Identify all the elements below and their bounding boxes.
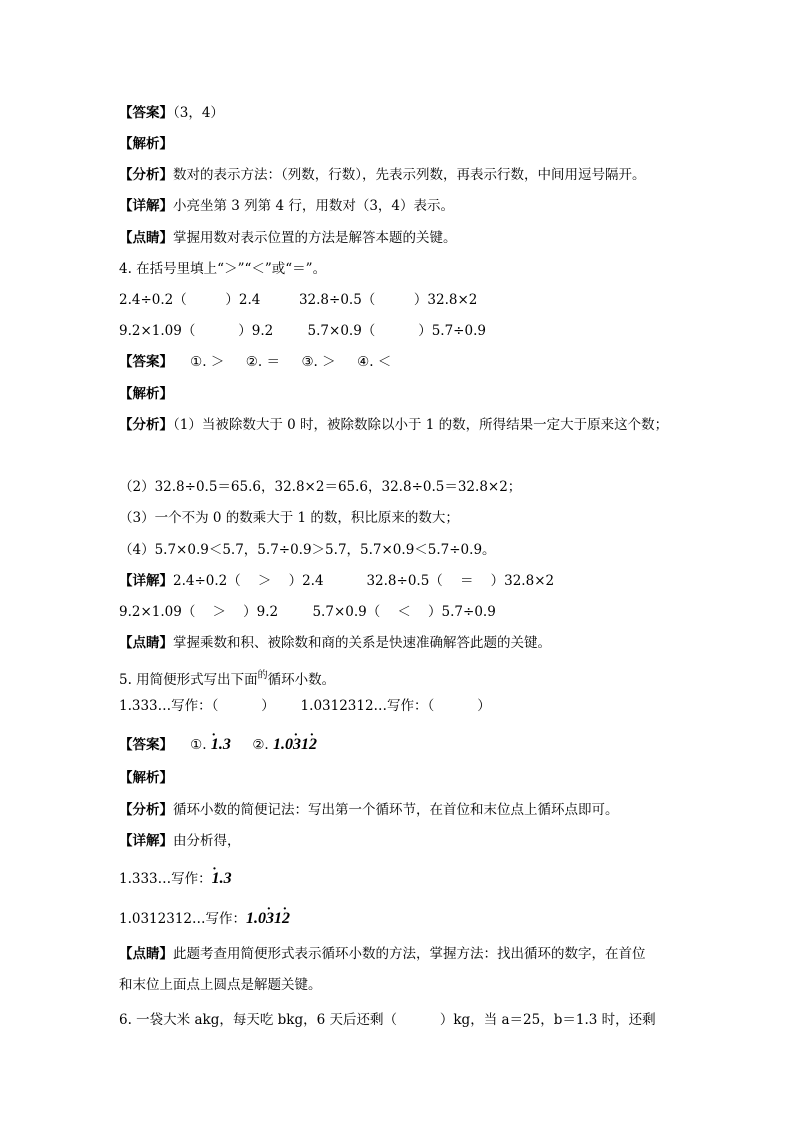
q3-dianjing xyxy=(119,229,457,247)
dianjing-tag: 【点睛】 xyxy=(119,230,173,246)
q4-xiangjie-1 xyxy=(119,572,554,590)
xiangjie-text: 由分析得， xyxy=(173,833,241,849)
q5-fenxi xyxy=(119,801,619,819)
stem-part-b: 循环小数。 xyxy=(267,672,336,688)
repeating-decimal-2 xyxy=(273,736,317,753)
fenxi-text: （1）当被除数大于 0 时，被除数除以小于 1 的数，所得结果一定大于原来这个数； xyxy=(173,417,669,433)
fenxi-tag: 【分析】 xyxy=(119,802,173,818)
q3-analysis-tag: 【解析】 xyxy=(119,136,173,152)
xiangjie-text: 小亮坐第 3 列第 4 行，用数对（3，4）表示。 xyxy=(173,198,455,214)
dec2-dot-digit-1: 3 · xyxy=(266,910,274,927)
fenxi-text: 循环小数的简便记法：写出第一个循环节，在首位和末位点上循环点即可。 xyxy=(173,802,619,818)
q4-stem: 4. 在括号里填上“＞”“＜”或“＝”。 xyxy=(119,261,327,277)
dianjing-text: 掌握用数对表示位置的方法是解答本题的关键。 xyxy=(173,230,457,246)
q4-fenxi-4: （4）5.7×0.9＜5.7，5.7÷0.9＞5.7，5.7×0.9＜5.7÷0.9。 xyxy=(119,542,496,558)
q4-xiangjie-2: 9.2×1.09（ ＞ ）9.2 5.7×0.9（ ＜ ）5.7÷0.9 xyxy=(119,604,496,620)
fenxi-text: 数对的表示方法：（列数，行数），先表示列数，再表示行数，中间用逗号隔开。 xyxy=(173,167,646,183)
q3-fenxi xyxy=(119,166,646,184)
q4-fenxi-2: （2）32.8÷0.5＝65.6，32.8×2＝65.6，32.8÷0.5＝32.8×2； xyxy=(119,479,522,495)
q5-line-b xyxy=(119,910,290,928)
stem-de: 的 xyxy=(257,670,268,681)
answer-pre-1: ①. xyxy=(173,737,211,753)
q4-fenxi-3: （3）一个不为 0 的数乘大于 1 的数，积比原来的数大； xyxy=(119,510,459,526)
q5-xiangjie xyxy=(119,832,241,850)
q3-xiangjie xyxy=(119,197,454,215)
q4-row1: 2.4÷0.2（ ）2.4 32.8÷0.5（ ）32.8×2 xyxy=(119,292,478,308)
answer-text: ①. ＞ ②. ＝ ③. ＞ ④. ＜ xyxy=(173,354,392,370)
q4-analysis-tag: 【解析】 xyxy=(119,386,173,402)
dianjing-tag: 【点睛】 xyxy=(119,946,173,962)
repeating-decimal-2 xyxy=(246,910,290,927)
dec2-part-b: 1 xyxy=(301,736,310,753)
q5-row1: 1.333…写作：（ ） 1.0312312…写作：（ ） xyxy=(119,698,491,714)
dec2-dot-digit-2: 2 · xyxy=(309,736,317,753)
q5-line-a xyxy=(119,870,232,888)
q4-dianjing xyxy=(119,634,551,652)
q5-dianjing-2: 和末位上面点上圆点是解题关键。 xyxy=(119,977,322,993)
answer-pre-2: ②. xyxy=(230,737,274,753)
q6-stem: 6. 一袋大米 akg，每天吃 bkg，6 天后还剩（ ）kg，当 a＝25，b＝1.3 时，还剩 xyxy=(119,1012,656,1028)
answer-tag: 【答案】 xyxy=(119,737,173,753)
q3-answer xyxy=(119,104,224,122)
q5-dianjing-1 xyxy=(119,945,646,963)
repeating-decimal-1: 1.3 · xyxy=(212,870,232,887)
xiangjie-text: 2.4÷0.2（ ＞ ）2.4 32.8÷0.5（ ＝ ）32.8×2 xyxy=(173,573,555,589)
fenxi-tag: 【分析】 xyxy=(119,417,173,433)
q4-answer xyxy=(119,353,391,371)
dianjing-text: 此题考查用简便形式表示循环小数的方法，掌握方法：找出循环的数字，在首位 xyxy=(173,946,646,962)
q4-row2: 9.2×1.09（ ）9.2 5.7×0.9（ ）5.7÷0.9 xyxy=(119,323,486,339)
answer-tag: 【答案】 xyxy=(119,105,173,121)
dec2-part-a: 1.0 xyxy=(246,910,267,927)
answer-tag: 【答案】 xyxy=(119,354,173,370)
dec2-part-b: 1 xyxy=(274,910,283,927)
line-a-label: 1.333…写作： xyxy=(119,871,212,887)
dec2-dot-digit-1: 3 · xyxy=(293,736,301,753)
dianjing-tag: 【点睛】 xyxy=(119,635,173,651)
xiangjie-tag: 【详解】 xyxy=(119,833,173,849)
dec2-dot-digit-2: 2 · xyxy=(282,910,290,927)
line-b-label: 1.0312312…写作： xyxy=(119,911,247,927)
xiangjie-tag: 【详解】 xyxy=(119,573,173,589)
answer-text: （3，4） xyxy=(173,105,224,121)
q4-fenxi-1 xyxy=(119,416,668,434)
stem-part-a: 5. 用简便形式写出下面 xyxy=(119,672,258,688)
repeating-decimal-1: 1.3 · xyxy=(211,736,231,753)
dianjing-text: 掌握乘数和积、被除数和商的关系是快速准确解答此题的关键。 xyxy=(173,635,551,651)
q5-answer xyxy=(119,736,317,754)
fenxi-tag: 【分析】 xyxy=(119,167,173,183)
dec2-part-a: 1.0 xyxy=(273,736,294,753)
q5-stem xyxy=(119,667,335,689)
q5-analysis-tag: 【解析】 xyxy=(119,770,173,786)
xiangjie-tag: 【详解】 xyxy=(119,198,173,214)
